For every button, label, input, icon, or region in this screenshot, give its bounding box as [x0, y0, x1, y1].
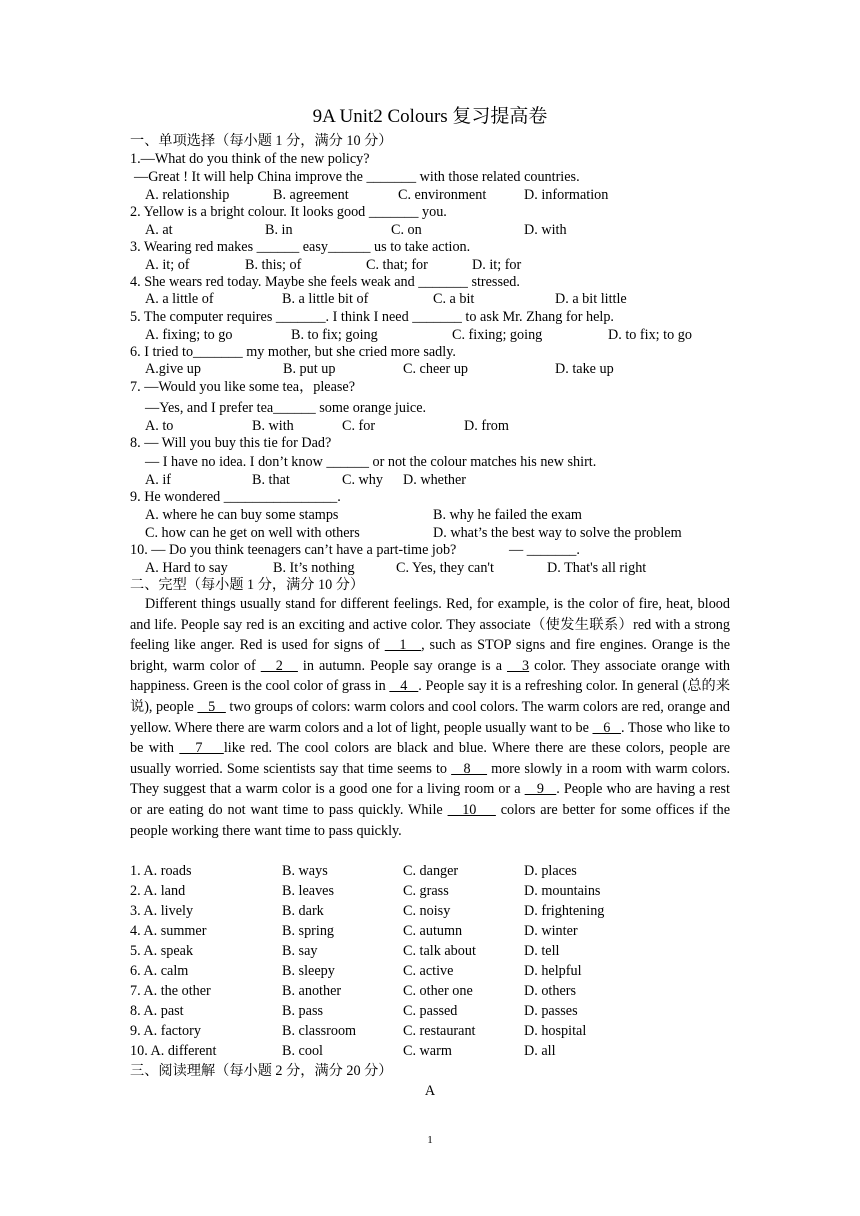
q7-stem2: —Yes, and I prefer tea______ some orange juice.	[145, 400, 427, 416]
cloze-blank-7: 7	[179, 740, 224, 757]
q7-option-b: B. with	[252, 418, 294, 434]
q9-option-b: B. why he failed the exam	[433, 507, 582, 523]
cloze-blank-4: 4	[389, 678, 419, 695]
q6-option-d: D. take up	[555, 361, 614, 377]
cloze-option-7-a: 7. A. the other	[130, 983, 211, 999]
q8-stem: 8. — Will you buy this tie for Dad?	[130, 435, 332, 451]
q6-option-c: C. cheer up	[403, 361, 469, 377]
q2-stem: 2. Yellow is a bright colour. It looks good _______ you.	[130, 204, 447, 220]
q5-option-c: C. fixing; going	[452, 327, 543, 343]
q6-stem: 6. I tried to_______ my mother, but she cried more sadly.	[130, 344, 456, 360]
cloze-option-5-d: D. tell	[524, 943, 560, 959]
cloze-option-8-b: B. pass	[282, 1003, 323, 1019]
q2-option-a: A. at	[145, 222, 173, 238]
q9-option-a: A. where he can buy some stamps	[145, 507, 339, 523]
q1-stem: 1.—What do you think of the new policy?	[130, 151, 370, 167]
cloze-option-1-b: B. ways	[282, 863, 328, 879]
q1-option-b: B. agreement	[273, 187, 349, 203]
q5-option-b: B. to fix; going	[291, 327, 378, 343]
q1-stem2: —Great ! It will help China improve the _______ with those related countries.	[134, 169, 580, 185]
q7-option-d: D. from	[464, 418, 509, 434]
q10-option-a: A. Hard to say	[145, 560, 228, 576]
cloze-option-10-a: 10. A. different	[130, 1043, 217, 1059]
cloze-blank-3: 3	[507, 657, 530, 674]
q4-option-c: C. a bit	[433, 291, 475, 307]
cloze-option-10-c: C. warm	[403, 1043, 452, 1059]
q3-option-a: A. it; of	[145, 257, 190, 273]
cloze-option-8-c: C. passed	[403, 1003, 458, 1019]
q3-option-b: B. this; of	[245, 257, 302, 273]
q1-option-d: D. information	[524, 187, 609, 203]
cloze-blank-8: 8	[451, 760, 488, 777]
q7-stem: 7. —Would you like some tea，please?	[130, 379, 356, 395]
cloze-option-7-b: B. another	[282, 983, 342, 999]
q4-stem: 4. She wears red today. Maybe she feels weak and _______ stressed.	[130, 274, 520, 290]
q2-option-d: D. with	[524, 222, 567, 238]
passage-a-label: A	[424, 1083, 436, 1099]
q6-option-b: B. put up	[283, 361, 336, 377]
cloze-blank-6: 6	[592, 719, 622, 736]
q10-option-c: C. Yes, they can't	[396, 560, 494, 576]
cloze-option-6-d: D. helpful	[524, 963, 582, 979]
cloze-option-3-c: C. noisy	[403, 903, 451, 919]
cloze-option-3-d: D. frightening	[524, 903, 605, 919]
cloze-option-2-a: 2. A. land	[130, 883, 186, 899]
cloze-option-10-d: D. all	[524, 1043, 556, 1059]
q3-option-d: D. it; for	[472, 257, 522, 273]
q8-option-d: D. whether	[403, 472, 467, 488]
cloze-blank-10: 10	[447, 801, 496, 818]
cloze-option-6-c: C. active	[403, 963, 454, 979]
cloze-option-9-c: C. restaurant	[403, 1023, 476, 1039]
q8-option-c: C. why	[342, 472, 383, 488]
q10-option-b: B. It’s nothing	[273, 560, 355, 576]
cloze-option-7-c: C. other one	[403, 983, 473, 999]
q4-option-b: B. a little bit of	[282, 291, 369, 307]
cloze-option-8-a: 8. A. past	[130, 1003, 184, 1019]
cloze-option-4-c: C. autumn	[403, 923, 463, 939]
q1-option-a: A. relationship	[145, 187, 230, 203]
q4-option-a: A. a little of	[145, 291, 214, 307]
cloze-option-5-a: 5. A. speak	[130, 943, 194, 959]
q6-option-a: A.give up	[145, 361, 201, 377]
cloze-passage: Different things usually stand for different feelings. Red, for example, is the color of fire, heat, blood and life. People say red is an exciting and active color. They associate（使发生联系）red with a strong feeling like anger. Red is used for signs of 1 , such as STOP signs and fire engines. Orange is the bright, warm color of 2 in autumn. People say orange is a 3 color. They associate orange with happiness. Green is the cool color of grass in 4 . People say it is a refreshing color. In general (总的来说), people 5 two groups of colors: warm colors and cool colors. The warm colors are red, orange and yellow. Where there are warm colors and a lot of light, people usually want to be 6 . Those who like to be with 7 like red. The cool colors are black and blue. Where there are these colors, people are usually worried. Some scientists say that time seems to 8 more slowly in a room with warm colors. They suggest that a warm color is a good one for a living room or a 9 . People who are having a rest or are eating do not want time to pass quickly. While 10 colors are better for some offices if the people working there want time to pass quickly.	[130, 596, 731, 839]
q9-option-c: C. how can he get on well with others	[145, 525, 360, 541]
q9-stem: 9. He wondered ________________.	[130, 489, 341, 505]
section-1-heading: 一、单项选择（每小题 1 分，满分 10 分）	[130, 133, 393, 149]
cloze-option-1-c: C. danger	[403, 863, 459, 879]
cloze-blank-9: 9	[524, 781, 557, 798]
q4-option-d: D. a bit little	[555, 291, 627, 307]
q7-option-c: C. for	[342, 418, 376, 434]
cloze-blank-2: 2	[260, 657, 298, 674]
cloze-option-1-d: D. places	[524, 863, 577, 879]
cloze-option-6-a: 6. A. calm	[130, 963, 189, 979]
section-3-heading: 三、阅读理解（每小题 2 分，满分 20 分）	[130, 1063, 393, 1079]
q10-stem: 10. — Do you think teenagers can’t have a part-time job?	[130, 542, 457, 558]
cloze-option-3-a: 3. A. lively	[130, 903, 194, 919]
cloze-option-4-a: 4. A. summer	[130, 923, 207, 939]
cloze-option-6-b: B. sleepy	[282, 963, 335, 979]
q5-option-a: A. fixing; to go	[145, 327, 233, 343]
cloze-option-8-d: D. passes	[524, 1003, 578, 1019]
cloze-option-5-c: C. talk about	[403, 943, 476, 959]
q3-stem: 3. Wearing red makes ______ easy______ us to take action.	[130, 239, 471, 255]
cloze-option-4-d: D. winter	[524, 923, 578, 939]
q3-option-c: C. that; for	[366, 257, 428, 273]
q2-option-b: B. in	[265, 222, 293, 238]
cloze-option-9-a: 9. A. factory	[130, 1023, 201, 1039]
cloze-option-3-b: B. dark	[282, 903, 324, 919]
q8-option-b: B. that	[252, 472, 290, 488]
cloze-blank-1: 1	[384, 637, 422, 654]
q8-stem2: — I have no idea. I don’t know ______ or not the colour matches his new shirt.	[145, 454, 597, 470]
cloze-option-2-d: D. mountains	[524, 883, 601, 899]
q5-option-d: D. to fix; to go	[608, 327, 692, 343]
q10-stem-response: — _______.	[509, 542, 580, 558]
cloze-option-2-c: C. grass	[403, 883, 449, 899]
cloze-option-4-b: B. spring	[282, 923, 335, 939]
q9-option-d: D. what’s the best way to solve the problem	[433, 525, 682, 541]
cloze-option-10-b: B. cool	[282, 1043, 323, 1059]
q5-stem: 5. The computer requires _______. I think I need _______ to ask Mr. Zhang for help.	[130, 309, 614, 325]
q10-option-d: D. That's all right	[547, 560, 647, 576]
cloze-option-9-d: D. hospital	[524, 1023, 587, 1039]
cloze-option-2-b: B. leaves	[282, 883, 335, 899]
cloze-option-1-a: 1. A. roads	[130, 863, 192, 879]
cloze-blank-5: 5	[197, 698, 226, 715]
cloze-option-5-b: B. say	[282, 943, 318, 959]
q8-option-a: A. if	[145, 472, 172, 488]
page-number: 1	[427, 1134, 433, 1146]
cloze-option-7-d: D. others	[524, 983, 577, 999]
q1-option-c: C. environment	[398, 187, 487, 203]
q7-option-a: A. to	[145, 418, 174, 434]
q2-option-c: C. on	[391, 222, 422, 238]
cloze-option-9-b: B. classroom	[282, 1023, 357, 1039]
page-title: 9A Unit2 Colours 复习提高卷	[312, 106, 548, 127]
section-2-heading: 二、完型（每小题 1 分，满分 10 分）	[130, 577, 365, 593]
